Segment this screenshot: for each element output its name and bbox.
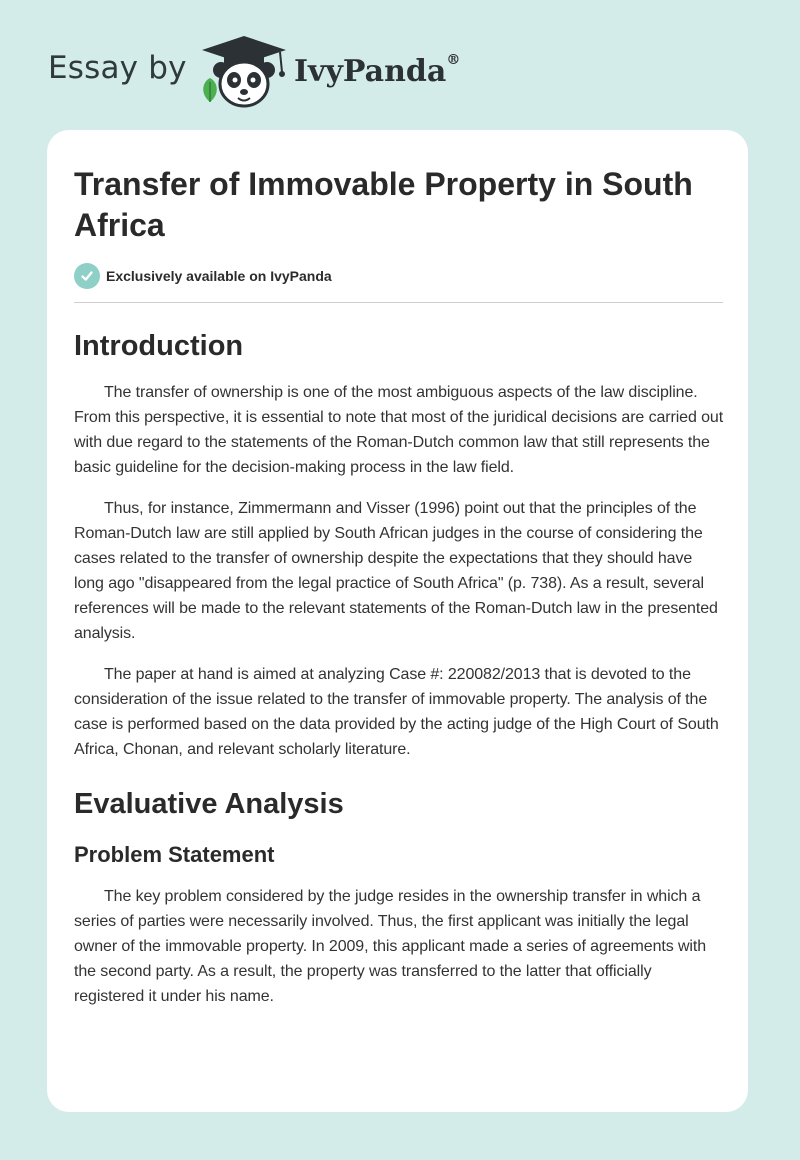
essay-content	[74, 322, 724, 1009]
page-title: Transfer of Immovable Property in South Africa	[74, 166, 693, 243]
essay-by-label: Essay by	[48, 50, 187, 86]
ivy-leaf-icon	[203, 78, 217, 102]
brand-name[interactable]	[294, 54, 460, 89]
brand-text: IvyPanda	[294, 54, 447, 89]
section-heading-evaluative-analysis: Evaluative Analysis	[74, 788, 344, 820]
registered-mark: ®	[446, 52, 461, 68]
check-circle-icon	[74, 263, 100, 289]
section-heading-introduction: Introduction	[74, 330, 244, 362]
paragraph: The transfer of ownership is one of the most ambiguous aspects of the law discipline. From this perspective, it is essential to note that most of the juridical decisions are carried out with due regard to the statements of the Roman-Dutch common law that still represents the basic guideline for the decision-making process in the law field.	[74, 384, 724, 476]
subheading-problem-statement: Problem Statement	[74, 842, 275, 867]
divider	[74, 302, 723, 303]
essay-card	[47, 130, 748, 1112]
paragraph: Thus, for instance, Zimmermann and Visser (1996) point out that the principles of the Roman-Dutch law are still applied by South African judges in the course of considering the cases related to the transfer of ownership despite the expectations that they should have long ago "disappeared from the legal practice of South Africa" (p. 738). As a result, several references will be made to the relevant statements of the Roman-Dutch law in the presented analysis.	[74, 500, 718, 642]
panda-logo-icon[interactable]	[196, 32, 292, 110]
site-header	[0, 0, 800, 120]
exclusive-label: Exclusively available on IvyPanda	[106, 268, 332, 284]
paragraph: The paper at hand is aimed at analyzing Case #: 220082/2013 that is devoted to the consideration of the issue related to the transfer of immovable property. The analysis of the case is performed based on the data provided by the acting judge of the High Court of South Africa, Chonan, and relevant scholarly literature.	[74, 666, 719, 758]
paragraph: The key problem considered by the judge resides in the ownership transfer in which a series of parties were necessarily involved. Thus, the first applicant was initially the legal owner of the immovable property. In 2009, this applicant made a series of agreements with the second party. As a result, the property was transferred to the latter that officially registered it under his name.	[74, 888, 707, 1005]
exclusive-badge	[74, 263, 332, 289]
